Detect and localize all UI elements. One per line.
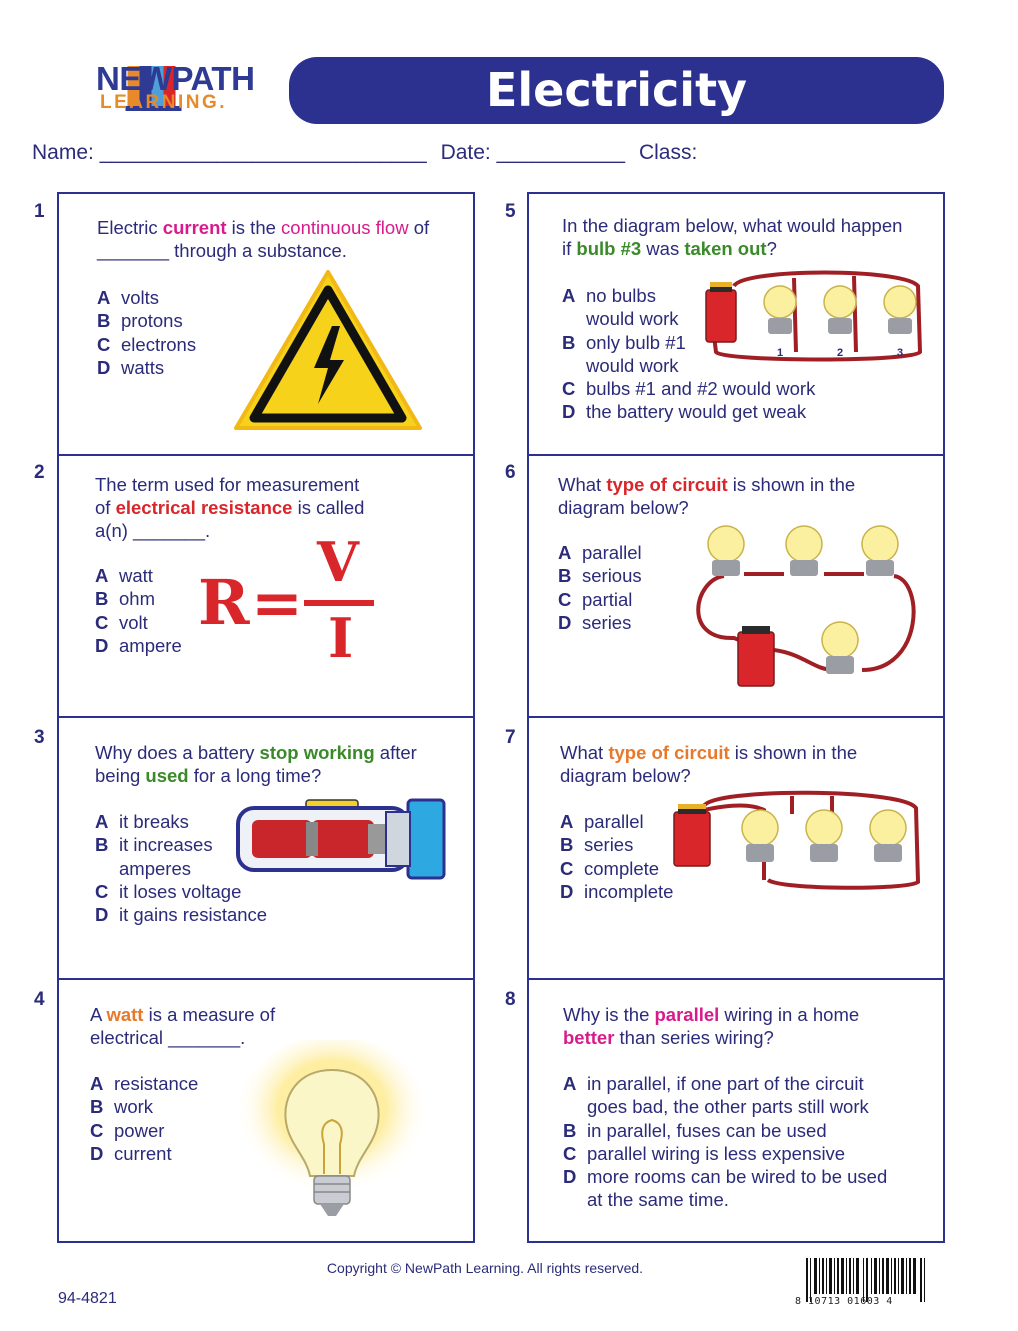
date-field[interactable]: ___________ (496, 141, 626, 164)
question-number: 8 (505, 989, 516, 1010)
name-field[interactable]: ____________________________ (99, 141, 427, 164)
answer-options (95, 564, 182, 657)
answer-option[interactable]: C power (90, 1119, 165, 1141)
flashlight-icon (236, 798, 446, 880)
answer-option[interactable]: D ampere (95, 634, 182, 656)
answer-option[interactable]: C it loses voltage (95, 880, 242, 902)
answer-option[interactable]: B series (560, 834, 634, 856)
question-number: 7 (505, 727, 516, 748)
bulb-label: 1 (776, 347, 784, 359)
bulb-label: 3 (896, 347, 904, 359)
formula-equals: = (251, 566, 303, 639)
student-info-line (32, 141, 697, 165)
answer-option[interactable]: B work (90, 1096, 154, 1118)
answer-option[interactable]: D more rooms can be wired to be used at the same time. (563, 1166, 888, 1211)
answer-options (558, 541, 642, 634)
high-voltage-warning-icon (232, 268, 424, 434)
date-label: Date: (440, 141, 491, 164)
answer-option[interactable]: C electrons (97, 333, 197, 355)
page-title: Electricity (485, 63, 748, 117)
answer-option[interactable]: C partial (558, 588, 633, 610)
logo-text-bottom: LEARNING. (100, 92, 227, 113)
answer-option[interactable]: A watt (95, 565, 153, 586)
light-bulb-icon (232, 1040, 432, 1230)
answer-option[interactable]: B serious (558, 565, 642, 587)
circuit-diagram-icon (704, 266, 926, 368)
answer-option[interactable]: D the battery would get weak (562, 401, 807, 423)
answer-options (563, 1072, 938, 1212)
answer-option[interactable]: D current (90, 1142, 172, 1164)
answer-option[interactable]: A volts (97, 287, 160, 308)
answer-option[interactable]: C volt (95, 611, 148, 633)
question-number: 6 (505, 462, 516, 483)
answer-option[interactable]: A in parallel, if one part of the circuit goes bad, the other parts still work (563, 1073, 869, 1118)
formula-v: V (317, 530, 359, 594)
answer-option[interactable]: A parallel (558, 542, 642, 563)
question-number: 2 (34, 462, 45, 483)
question-number: 5 (505, 201, 516, 222)
answer-option[interactable]: B in parallel, fuses can be used (563, 1119, 827, 1141)
answer-option[interactable]: B protons (97, 310, 183, 332)
name-label: Name: (32, 141, 94, 164)
question-text: What type of circuit is shown in the diagram below? (560, 742, 858, 786)
barcode-number: 8 10713 01603 4 (795, 1296, 893, 1307)
formula-r: R (198, 566, 250, 639)
product-code: 94-4821 (58, 1290, 117, 1307)
answer-option[interactable]: D series (558, 611, 632, 633)
answer-options (97, 286, 196, 379)
answer-option[interactable]: C parallel wiring is less expensive (563, 1142, 846, 1164)
class-label: Class: (638, 141, 698, 164)
answer-options (560, 810, 673, 903)
answer-option[interactable]: D incomplete (560, 880, 674, 902)
circuit-diagram-icon (684, 520, 924, 688)
answer-options (90, 1072, 198, 1165)
question-number: 3 (34, 727, 45, 748)
circuit-diagram-icon (672, 784, 924, 896)
question-number: 4 (34, 989, 45, 1010)
copyright-text: Copyright © NewPath Learning. All rights reserved. (326, 1260, 644, 1276)
logo-text-top: NEWPATH (96, 60, 255, 97)
answer-option[interactable]: A resistance (90, 1073, 199, 1094)
question-text: In the diagram below, what would happen if bulb #3 was taken out? (562, 215, 903, 259)
answer-option[interactable]: B ohm (95, 588, 155, 610)
question-text: What type of circuit is shown in the diagram below? (558, 474, 856, 518)
answer-option[interactable]: A no bulbs would work (562, 285, 679, 330)
formula-i: I (328, 606, 354, 670)
answer-option[interactable]: A parallel (560, 811, 644, 832)
answer-option[interactable]: C complete (560, 857, 660, 879)
question-text: Electric current is the continuous flow of _______ through a substance. (97, 217, 430, 261)
answer-option[interactable]: D watts (97, 356, 165, 378)
answer-option[interactable]: A it breaks (95, 811, 189, 832)
answer-option[interactable]: B only bulb #1 would work (562, 331, 686, 376)
question-text: A watt is a measure of electrical _______. (90, 1004, 276, 1048)
answer-option[interactable]: D it gains resistance (95, 904, 268, 926)
answer-option[interactable]: B it increases amperes (95, 834, 213, 879)
answer-option[interactable]: C bulbs #1 and #2 would work (562, 378, 816, 400)
bulb-label: 2 (836, 347, 844, 359)
question-text: Why does a battery stop working after being used for a long time? (95, 742, 417, 786)
question-text: Why is the parallel wiring in a home better than series wiring? (563, 1004, 860, 1048)
question-text: The term used for measurement of electrical resistance is called a(n) _______. (95, 474, 365, 541)
question-number: 1 (34, 201, 45, 222)
